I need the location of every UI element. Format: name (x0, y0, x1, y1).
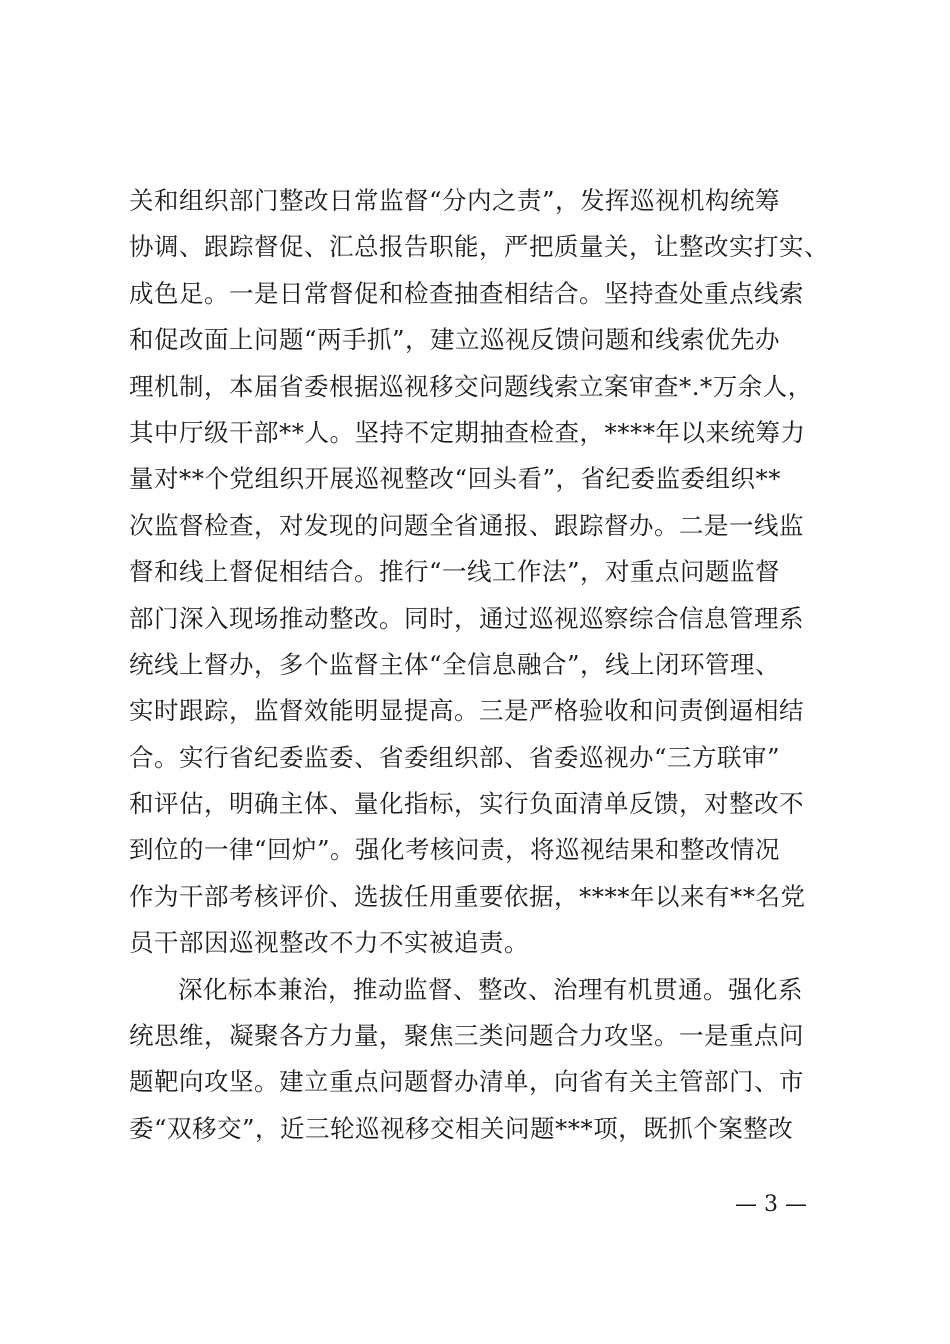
text-line: 委“双移交”，近三轮巡视移交相关问题***项，既抓个案整改 (129, 1113, 794, 1143)
page-number: — 3 — (735, 1192, 807, 1217)
text-line: 次监督检查，对发现的问题全省通报、跟踪督办。二是一线监 (129, 510, 804, 540)
body-text (129, 178, 849, 1152)
text-line: 实时跟踪，监督效能明显提高。三是严格验收和问责倒逼相结 (129, 696, 804, 726)
text-line: 和促改面上问题“两手抓”，建立巡视反馈问题和线索优先办 (129, 325, 781, 355)
text-line: 关和组织部门整改日常监督“分内之责”，发挥巡视机构统筹 (129, 186, 781, 215)
text-line: 协调、跟踪督促、汇总报告职能，严把质量关，让整改实打实、 (129, 232, 829, 262)
text-line: 部门深入现场推动整改。同时，通过巡视巡察综合信息管理系 (129, 603, 804, 633)
text-line: 员干部因巡视整改不力不实被追责。 (129, 928, 529, 958)
text-line: 作为干部考核评价、选拔任用重要依据，****年以来有**名党 (129, 881, 806, 911)
text-line: 统思维，凝聚各方力量，聚焦三类问题合力攻坚。一是重点问 (129, 1021, 804, 1051)
text-line: 量对**个党组织开展巡视整改“回头看”，省纪委监委组织** (129, 464, 782, 494)
text-line: 其中厅级干部**人。坚持不定期抽查检查，****年以来统筹力 (129, 417, 806, 447)
text-line: 合。实行省纪委监委、省委组织部、省委巡视办“三方联审” (129, 742, 781, 772)
text-line: 理机制，本届省委根据巡视移交问题线索立案审查*.*万余人， (129, 371, 813, 401)
text-line: 到位的一律“回炉”。强化考核问责，将巡视结果和整改情况 (129, 835, 781, 865)
text-line: 题靶向攻坚。建立重点问题督办清单，向省有关主管部门、市 (129, 1067, 804, 1097)
paragraph-start-line: 深化标本兼治，推动监督、整改、治理有机贯通。强化系 (178, 974, 803, 1004)
text-line: 成色足。一是日常督促和检查抽查相结合。坚持查处重点线索 (129, 278, 804, 308)
text-line: 统线上督办，多个监督主体“全信息融合”，线上闭环管理、 (129, 649, 781, 679)
text-line: 和评估，明确主体、量化指标，实行负面清单反馈，对整改不 (129, 789, 804, 819)
text-line: 督和线上督促相结合。推行“一线工作法”，对重点问题监督 (129, 557, 781, 587)
